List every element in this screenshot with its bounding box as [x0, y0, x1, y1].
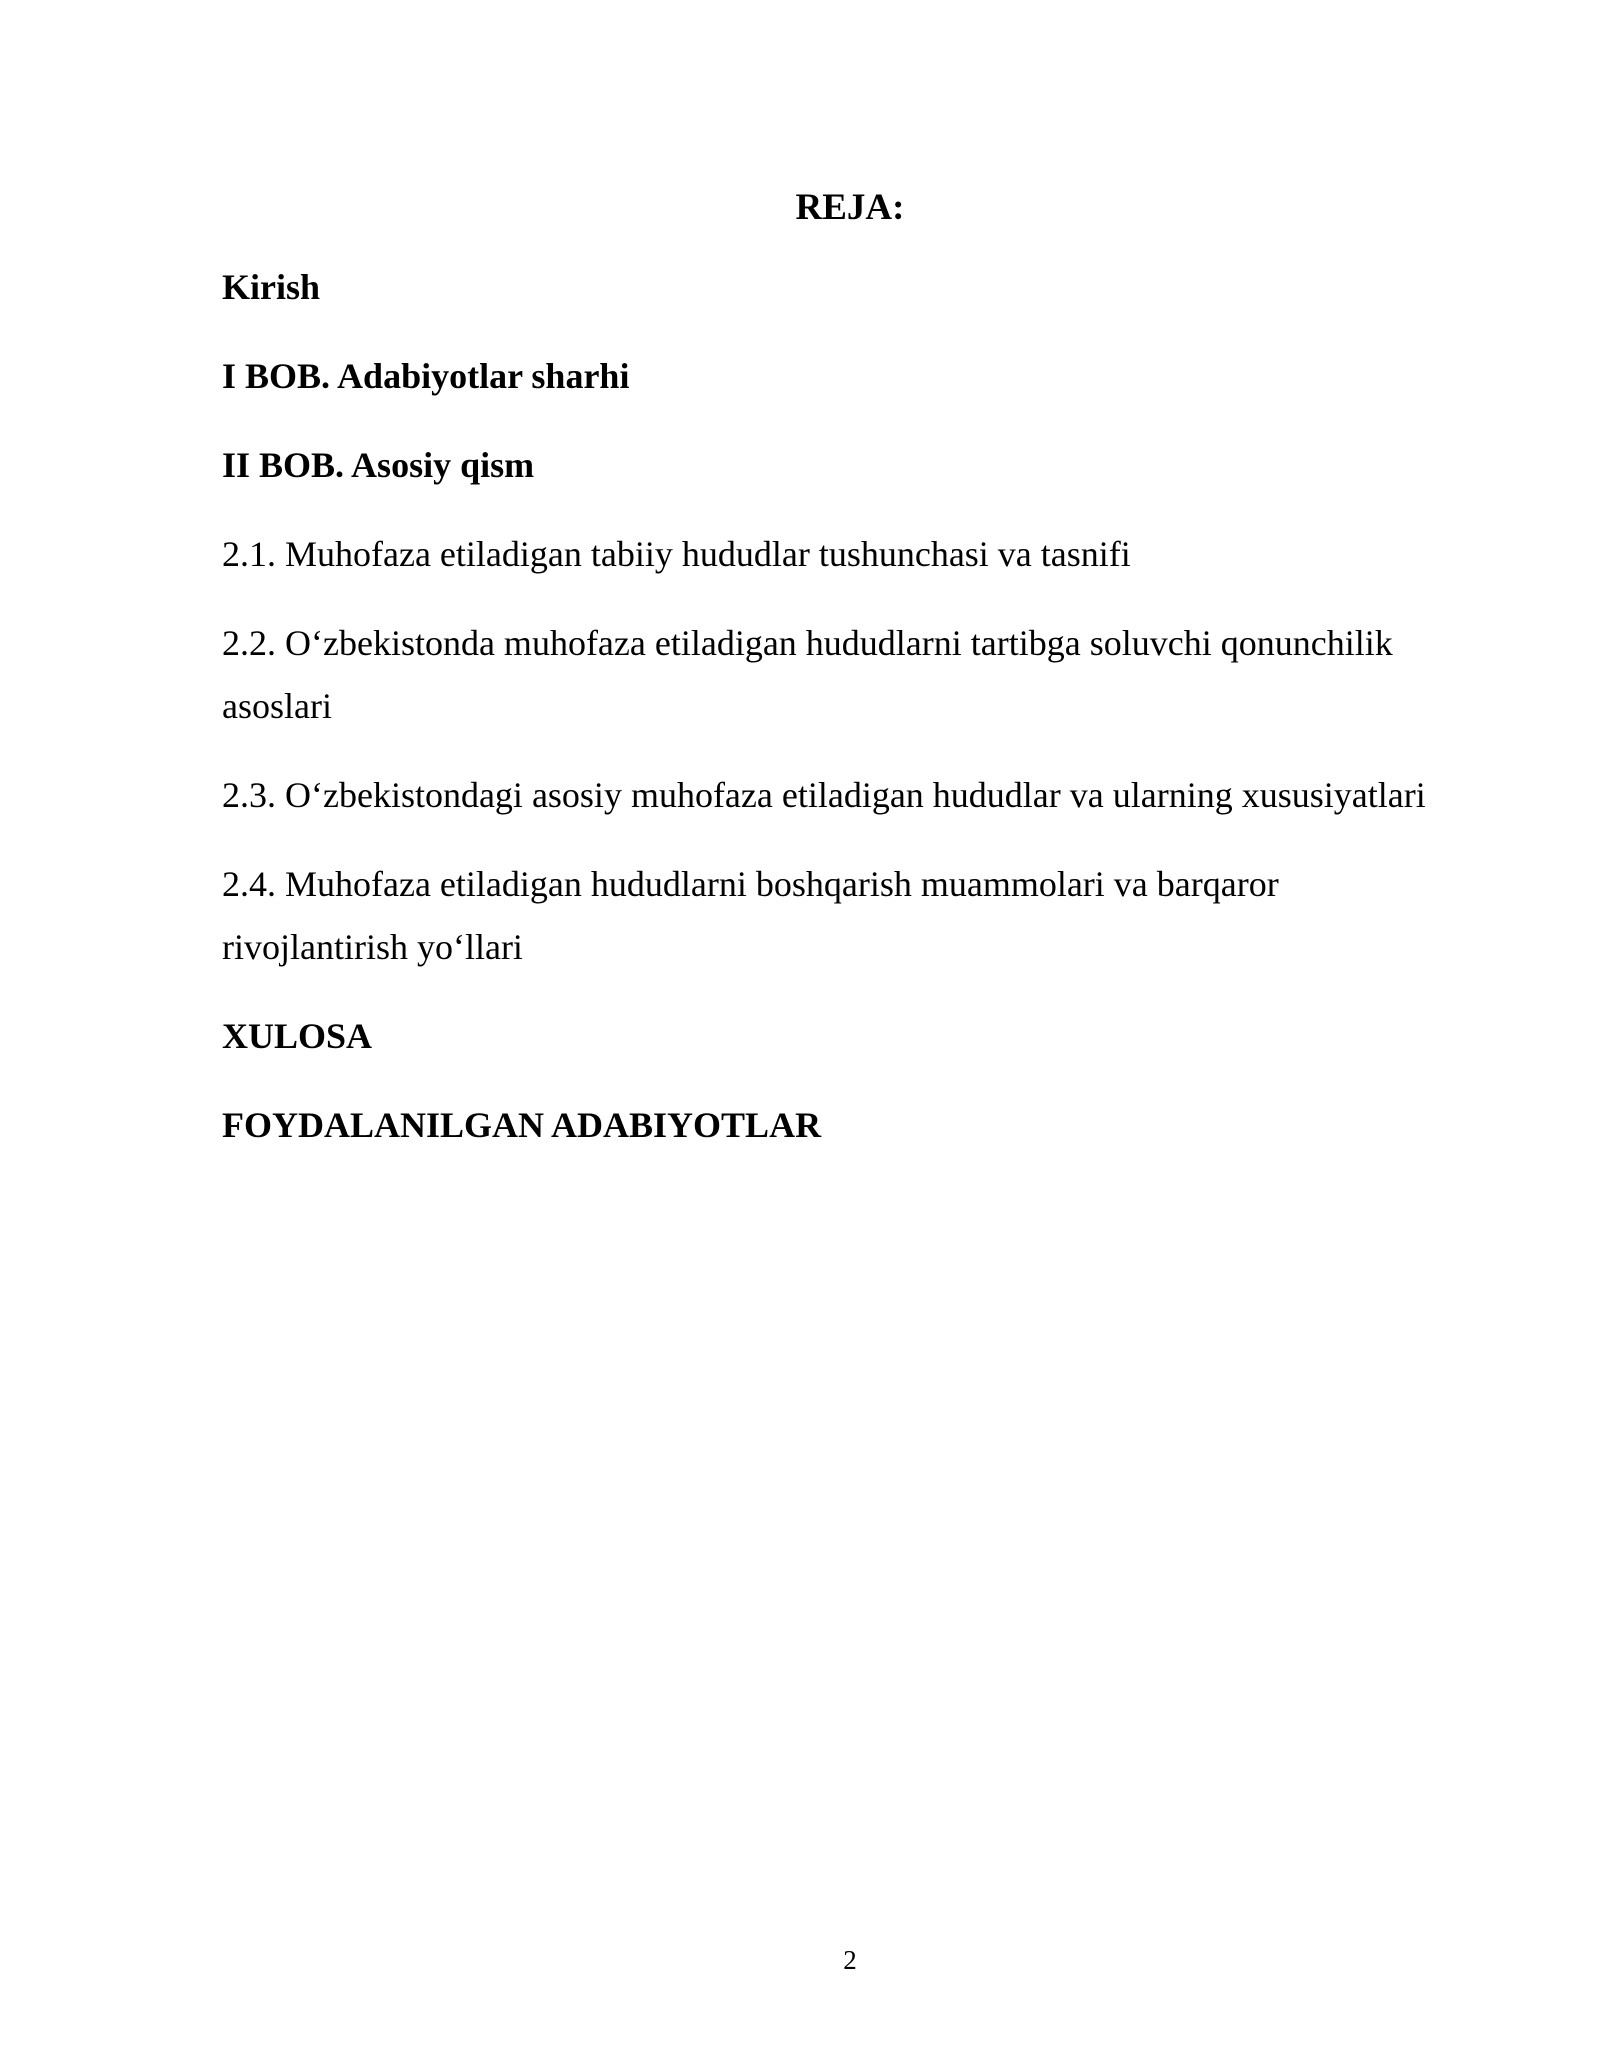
toc-item-section-2-3: 2.3. O‘zbekistondagi asosiy muhofaza etiladigan hududlar va ularning xususiyatlari [222, 775, 1426, 815]
toc-item-kirish: Kirish [222, 267, 321, 307]
table-of-contents [222, 256, 1462, 1183]
page-title: REJA: [795, 187, 905, 228]
toc-item-section-2-1: 2.1. Muhofaza etiladigan tabiiy hududlar tushunchasi va tasnifi [222, 534, 1131, 574]
toc-item-section-2-2: 2.2. O‘zbekistonda muhofaza etiladigan hududlarni tartibga soluvchi qonunchilik asoslari [222, 623, 1393, 726]
toc-item-conclusion: XULOSA [222, 1016, 373, 1056]
toc-item-chapter-1: I BOB. Adabiyotlar sharhi [222, 356, 630, 396]
toc-item-section-2-4: 2.4. Muhofaza etiladigan hududlarni boshqarish muammolari va barqaror rivojlantirish yo‘llari [222, 864, 1279, 967]
toc-item-chapter-2: II BOB. Asosiy qism [222, 445, 535, 485]
page-number: 2 [843, 1945, 857, 1975]
toc-item-references: FOYDALANILGAN ADABIYOTLAR [222, 1105, 822, 1145]
